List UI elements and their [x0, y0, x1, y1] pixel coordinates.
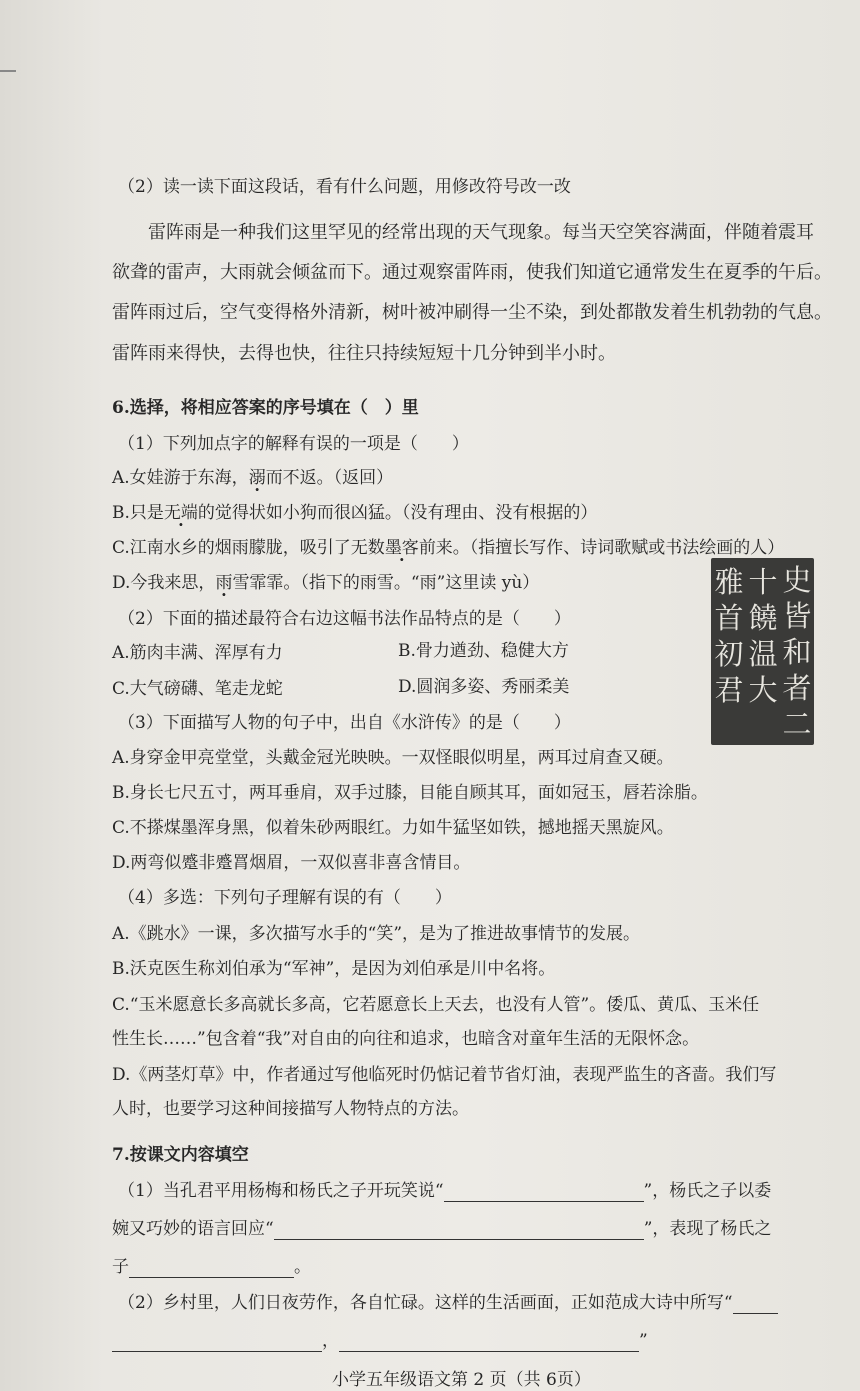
dotted-char: 雨	[215, 573, 233, 593]
fill-text: 子	[112, 1257, 129, 1277]
fill-text: ”，杨氏之子以委	[643, 1181, 772, 1201]
q6-s1-option-d	[112, 572, 539, 594]
calligraphy-char: 温	[748, 637, 778, 671]
q6-s4-option-d-line2: 人时，也要学习这种间接描写人物特点的方法。	[112, 1099, 469, 1119]
q6-s3-option-d: D.两弯似蹙非蹙罥烟眉，一双似喜非喜含情目。	[112, 853, 471, 873]
q6-s3-option-b: B.身长七尺五寸，两耳垂肩，双手过膝，目能自顾其耳，面如冠玉，唇若涂脂。	[112, 783, 708, 803]
q6-s2-option-b: B.骨力遒劲、稳健大方	[398, 641, 569, 661]
calligraphy-char: 初	[714, 637, 744, 671]
q6-s3-option-a: A.身穿金甲亮堂堂，头戴金冠光映映。一双怪眼似明星，两耳过肩查又硬。	[112, 748, 674, 768]
q6-s2-prompt: （2）下面的描述最符合右边这幅书法作品特点的是（ ）	[118, 609, 571, 629]
calligraphy-column-1	[781, 562, 813, 742]
paragraph-line-3: 雷阵雨过后，空气变得格外清新，树叶被冲刷得一尘不染，到处都散发着生机勃勃的气息。	[112, 302, 832, 323]
page-footer: 小学五年级语文第 2 页（共 6页）	[332, 1370, 591, 1390]
paragraph-line-4: 雷阵雨来得快，去得也快，往往只持续短短十几分钟到半小时。	[112, 343, 616, 364]
q7-s1-line1	[118, 1180, 771, 1202]
answer-blank[interactable]	[274, 1221, 644, 1240]
calligraphy-image	[711, 558, 814, 745]
fill-text: ”，表现了杨氏之	[643, 1219, 772, 1239]
calligraphy-char: 雅	[714, 565, 744, 599]
dotted-char: 溺	[248, 468, 266, 488]
q5-sub2-prompt: （2）读一读下面这段话，看有什么问题，用修改符号改一改	[118, 177, 571, 197]
calligraphy-char: 二	[782, 707, 812, 741]
fill-text: 。	[294, 1257, 311, 1277]
q7-s2-line1	[118, 1292, 778, 1314]
calligraphy-column-3	[713, 564, 745, 708]
paragraph-line-2: 欲聋的雷声，大雨就会倾盆而下。通过观察雷阵雨，使我们知道它通常发生在夏季的午后。	[112, 262, 832, 283]
option-text: 的觉得状如小狗而很凶猛。（没有理由、没有根据的）	[197, 503, 598, 523]
calligraphy-char: 皆	[782, 599, 812, 633]
option-text: D.今我来思，	[112, 573, 216, 593]
calligraphy-char: 君	[714, 673, 744, 707]
q6-s1-option-a	[112, 467, 393, 489]
calligraphy-char: 饒	[748, 601, 778, 635]
fill-text: 婉又巧妙的语言回应“	[112, 1219, 274, 1239]
q6-s4-option-c-line2: 性生长……”包含着“我”对自由的向往和追求，也暗含对童年生活的无限怀念。	[112, 1029, 700, 1049]
option-text: 雪霏霏。（指下的雨雪。“雨”这里读 yù）	[232, 573, 540, 593]
q6-s1-prompt: （1）下列加点字的解释有误的一项是（ ）	[118, 434, 469, 454]
fill-text: ”	[639, 1331, 648, 1351]
dotted-word: 墨客	[384, 538, 419, 558]
fill-text: （2）乡村里，人们日夜劳作，各自忙碌。这样的生活画面，正如范成大诗中所写“	[118, 1293, 733, 1313]
margin-mark	[0, 70, 16, 72]
answer-blank[interactable]	[339, 1333, 639, 1352]
q6-title: 6.选择，将相应答案的序号填在（ ）里	[112, 398, 419, 418]
q7-s1-line2	[112, 1218, 771, 1240]
option-text: C.江南水乡的烟雨朦胧，吸引了无数	[112, 538, 385, 558]
dotted-word: 无端	[163, 503, 198, 523]
calligraphy-column-2	[747, 564, 779, 708]
calligraphy-char: 大	[748, 673, 778, 707]
q6-s4-option-c-line1: C.“玉米愿意长多高就长多高，它若愿意长上天去，也没有人管”。倭瓜、黄瓜、玉米任	[112, 995, 760, 1015]
q7-title: 7.按课文内容填空	[112, 1145, 249, 1165]
q6-s1-option-c	[112, 537, 784, 559]
option-text: 前来。（指擅长写作、诗词歌赋或书法绘画的人）	[418, 538, 785, 558]
q6-s1-option-b	[112, 502, 597, 524]
q7-s1-line3	[112, 1256, 311, 1278]
fill-text: ，	[322, 1331, 339, 1351]
option-text: 而不返。（返回）	[265, 468, 394, 488]
answer-blank[interactable]	[444, 1183, 644, 1202]
option-text: B.只是	[112, 503, 164, 523]
option-text: A.女娃游于东海，	[112, 468, 249, 488]
calligraphy-char: 者	[782, 671, 812, 705]
fill-text: （1）当孔君平用杨梅和杨氏之子开玩笑说“	[118, 1181, 444, 1201]
q7-s2-line2	[112, 1330, 648, 1352]
calligraphy-char: 和	[782, 635, 812, 669]
q6-s2-option-c: C.大气磅礴、笔走龙蛇	[112, 679, 283, 699]
answer-blank[interactable]	[129, 1259, 294, 1278]
paragraph-line-1: 雷阵雨是一种我们这里罕见的经常出现的天气现象。每当天空笑容满面，伴随着震耳	[148, 222, 814, 243]
q6-s3-prompt: （3）下面描写人物的句子中，出自《水浒传》的是（ ）	[118, 713, 571, 733]
q6-s3-option-c: C.不搽煤墨浑身黑，似着朱砂两眼红。力如牛猛坚如铁，撼地摇天黑旋风。	[112, 818, 674, 838]
q6-s4-prompt: （4）多选：下列句子理解有误的有（ ）	[118, 888, 452, 908]
answer-blank[interactable]	[733, 1295, 778, 1314]
q6-s4-option-a: A.《跳水》一课，多次描写水手的“笑”，是为了推进故事情节的发展。	[112, 924, 641, 944]
calligraphy-char: 首	[714, 601, 744, 635]
calligraphy-char: 史	[782, 563, 812, 597]
answer-blank[interactable]	[112, 1333, 322, 1352]
q6-s2-option-d: D.圆润多姿、秀丽柔美	[398, 677, 570, 697]
q6-s4-option-d-line1: D.《两茎灯草》中，作者通过写他临死时仍惦记着节省灯油，表现严监生的吝啬。我们写	[112, 1065, 777, 1085]
q6-s4-option-b: B.沃克医生称刘伯承为“军神”，是因为刘伯承是川中名将。	[112, 959, 556, 979]
calligraphy-char: 十	[748, 565, 778, 599]
q6-s2-option-a: A.筋肉丰满、浑厚有力	[112, 643, 283, 663]
